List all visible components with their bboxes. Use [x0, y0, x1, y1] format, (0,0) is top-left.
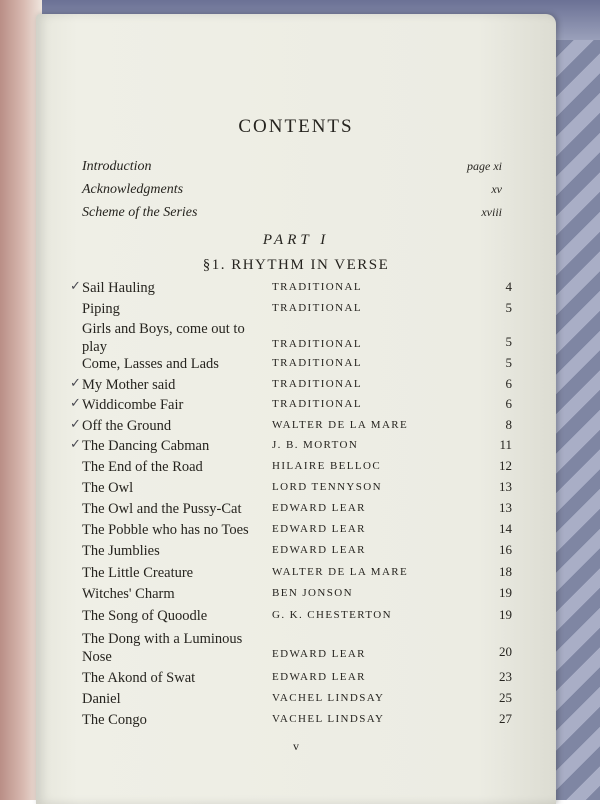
part-title: PART I [262, 232, 330, 248]
entry-page-number: 12 [499, 458, 512, 473]
front-matter-row [82, 205, 502, 227]
entry-title: Piping [82, 301, 120, 317]
entry-title: The End of the Road [82, 459, 203, 475]
entry-page-number: 6 [505, 376, 512, 391]
book-page [36, 14, 556, 804]
handwritten-check-icon: ✓ [70, 416, 81, 431]
front-matter-row [82, 182, 502, 204]
handwritten-check-icon: ✓ [70, 395, 81, 410]
entry-author: TRADITIONAL [272, 338, 362, 350]
entry-author: EDWARD LEAR [272, 544, 366, 556]
entry-author: EDWARD LEAR [272, 523, 366, 535]
entry-title: Girls and Boys, come out to play [82, 321, 245, 355]
entry-title: Daniel [82, 691, 121, 707]
entry-page-number: 16 [499, 542, 512, 557]
entry-author: J. B. MORTON [272, 439, 359, 451]
entry-author: EDWARD LEAR [272, 671, 366, 683]
entry-title: The Dancing Cabman [82, 438, 210, 454]
entry-page-number: 19 [499, 585, 512, 600]
entry-page-number: 11 [499, 437, 512, 452]
front-matter-page: xviii [481, 205, 502, 219]
entry-title: Widdicombe Fair [82, 397, 184, 413]
entry-page-number: 8 [505, 417, 512, 432]
entry-author: G. K. CHESTERTON [272, 609, 392, 621]
entry-author: VACHEL LINDSAY [272, 692, 385, 704]
entry-author: WALTER DE LA MARE [272, 419, 409, 431]
entry-title: The Little Creature [82, 565, 194, 581]
entry-page-number: 5 [505, 300, 512, 315]
front-matter-label: Introduction [82, 159, 152, 174]
entry-author: TRADITIONAL [272, 357, 362, 369]
entry-page-number: 4 [505, 279, 512, 294]
entry-title: The Congo [82, 712, 147, 728]
handwritten-check-icon: ✓ [70, 375, 81, 390]
entry-title: Witches' Charm [82, 586, 175, 602]
entry-author: VACHEL LINDSAY [272, 713, 385, 725]
entry-title: The Owl [82, 480, 134, 496]
entry-page-number: 20 [499, 644, 512, 659]
front-matter-row [82, 159, 502, 181]
entry-page-number: 27 [499, 711, 512, 726]
section-title: §1. RHYTHM IN VERSE [202, 257, 390, 273]
entry-author: EDWARD LEAR [272, 502, 366, 514]
entry-title: The Owl and the Pussy-Cat [82, 501, 242, 517]
entry-title: Sail Hauling [82, 280, 155, 296]
entry-title: The Akond of Swat [82, 670, 196, 686]
entry-author: EDWARD LEAR [272, 648, 366, 660]
entry-page-number: 6 [505, 396, 512, 411]
entry-page-number: 18 [499, 564, 512, 579]
entry-page-number: 25 [499, 690, 512, 705]
entry-title: Off the Ground [82, 418, 172, 434]
entry-author: TRADITIONAL [272, 378, 362, 390]
front-matter-page: xv [491, 182, 502, 196]
entry-author: LORD TENNYSON [272, 481, 382, 493]
entry-title: The Pobble who has no Toes [82, 522, 249, 538]
entry-page-number: 5 [505, 355, 512, 370]
entry-author: HILAIRE BELLOC [272, 460, 382, 472]
front-matter-label: Acknowledgments [82, 182, 184, 197]
page-number-footer: v [293, 739, 299, 753]
entry-author: BEN JONSON [272, 587, 353, 599]
entry-page-number: 13 [499, 500, 512, 515]
entry-author: TRADITIONAL [272, 281, 362, 293]
entry-page-number: 5 [505, 334, 512, 349]
entry-title: The Song of Quoodle [82, 608, 208, 624]
entry-page-number: 23 [499, 669, 512, 684]
entry-author: TRADITIONAL [272, 302, 362, 314]
entry-title: The Dong with a Luminous Nose [82, 631, 243, 665]
contents-entry [82, 320, 512, 354]
contents-entry [82, 630, 512, 664]
front-matter-label: Scheme of the Series [82, 205, 198, 220]
handwritten-check-icon: ✓ [70, 278, 81, 293]
entry-title: My Mother said [82, 377, 176, 393]
entry-title: The Jumblies [82, 543, 160, 559]
entry-title: Come, Lasses and Lads [82, 356, 219, 372]
entry-page-number: 14 [499, 521, 512, 536]
entry-page-number: 13 [499, 479, 512, 494]
contents-title: CONTENTS [238, 116, 354, 137]
front-matter-page: page xi [467, 159, 502, 173]
entry-author: WALTER DE LA MARE [272, 566, 409, 578]
handwritten-check-icon: ✓ [70, 436, 81, 451]
entry-author: TRADITIONAL [272, 398, 362, 410]
entry-page-number: 19 [499, 607, 512, 622]
